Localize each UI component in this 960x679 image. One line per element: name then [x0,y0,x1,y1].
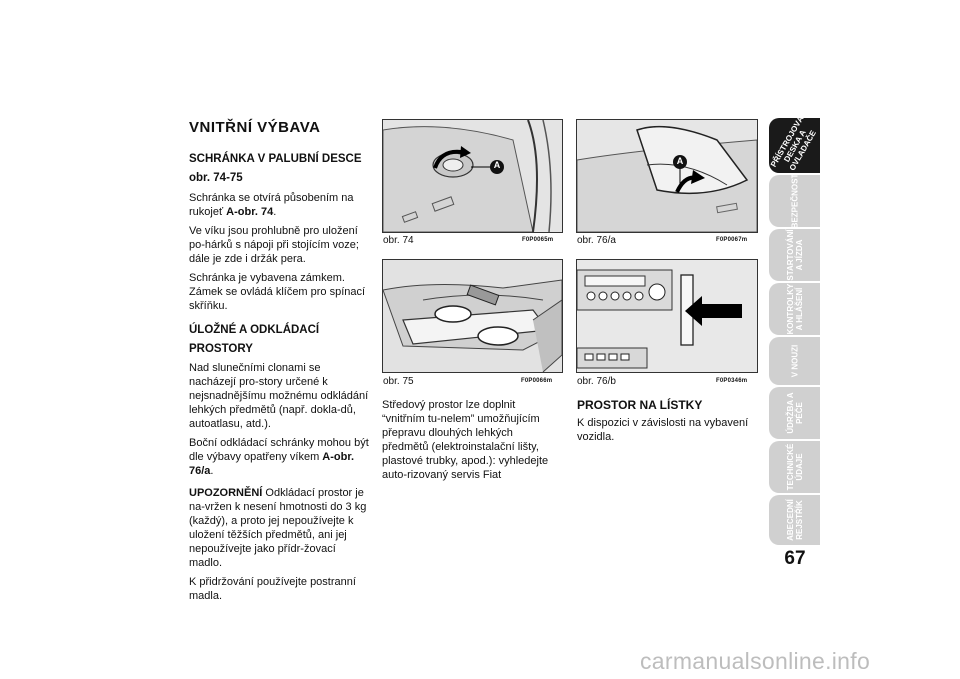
tab-index[interactable] [769,495,820,545]
glovebox-paragraph-1 [189,191,369,219]
tab-label: ABECEDNÍ REJSTŘÍK [785,499,804,541]
tab-warnings[interactable] [769,283,820,335]
column-middle [382,398,561,487]
figure-76a-image [576,119,758,233]
warning-label: UPOZORNĚNÍ [189,487,263,499]
text-span: Boční odkládací schránky mohou být dle výbavy opatřeny víkem [189,437,369,463]
figure-75-code: F0P0066m [521,378,553,384]
door-pocket-illustration [577,120,757,232]
center-console-illustration [383,260,562,372]
ticket-holder-illustration [577,260,757,372]
text-span: Schránka se otvírá působením na rukojeť [189,192,354,218]
tab-instrument-panel[interactable] [768,113,820,173]
glovebox-handle-illustration [383,120,562,232]
tab-label: KONTROLKY A HLÁŠENÍ [785,283,804,335]
text-span: . [273,206,277,218]
tab-technical-data[interactable] [769,441,820,493]
tab-label: STARTOVÁNÍ A JÍZDA [785,229,804,281]
figure-74-caption: obr. 74 [383,235,414,246]
figure-76b-code: F0P0346m [716,378,748,384]
storage-paragraph-2 [189,436,369,478]
ticket-paragraph: K dispozici v závislosti na vybavení vozidla. [577,417,749,443]
tab-starting-driving[interactable] [769,229,820,281]
storage-heading-1: ÚLOŽNÉ A ODKLÁDACÍ [189,324,320,336]
watermark-text: carmanualsonline.info [640,648,871,674]
tab-label: TECHNICKÉ ÚDAJE [785,443,804,491]
figure-reference: A-obr. 74 [226,206,274,218]
storage-heading-2: PROSTORY [189,343,253,355]
storage-paragraph-1: Nad slunečními clonami se nacházejí pro-story určené k nejsnadnějšímu možnému odkládání lehkých předmětů (např. dokla-dů, autoatlasu, atd.). [189,362,369,430]
tab-label: PŘÍSTROJOVÁ DESKA A OVLADAČE [768,113,818,172]
storage-paragraph-3: K přidržování používejte postranní madla. [189,576,356,602]
glovebox-paragraph-3: Schránka je vybavena zámkem. Zámek se ovládá klíčem pro spínací skříňku. [189,272,366,312]
figure-76a-caption: obr. 76/a [577,235,616,246]
glovebox-heading: SCHRÁNKA V PALUBNÍ DESCE [189,153,362,165]
figure-reference: A-obr. 76/a [189,451,355,477]
tab-safety[interactable] [769,175,820,227]
tab-emergency[interactable] [769,337,820,385]
figure-76a-code: F0P0067m [716,237,748,243]
tab-label: ÚDRŽBA A PÉČE [785,392,804,434]
text-span: . [210,465,214,477]
glovebox-ref: obr. 74-75 [189,172,243,184]
page-title: VNITŘNÍ VÝBAVA [189,119,321,136]
figure-74-code: F0P0065m [522,237,554,243]
column-right [577,398,757,449]
marker-a-label: A [493,160,501,170]
tab-label: BEZPEČNOST [790,173,799,229]
figure-74-image [382,119,563,233]
figure-75-caption: obr. 75 [383,376,414,387]
warning-paragraph [189,486,369,570]
column-left [189,152,369,608]
figure-75-image [382,259,563,373]
figure-76b-image [576,259,758,373]
ticket-heading: PROSTOR NA LÍSTKY [577,398,703,412]
figure-76b-caption: obr. 76/b [577,376,616,387]
glovebox-paragraph-2: Ve víku jsou prohlubně pro uložení po-hárků s nápoji při stojícím voze; dále je zde i držák pera. [189,225,359,265]
warning-text: Odkládací prostor je na-vržen k nesení hmotnosti do 3 kg (každý), a proto jej nepoužívejte k uložení těžších předmětů, ani jej nepoužívejte jako přídr-žovací madlo. [189,487,367,569]
marker-a-label: A [676,156,684,166]
page-number: 67 [784,548,806,569]
tab-maintenance[interactable] [769,387,820,439]
tab-label: V NOUZI [790,344,799,378]
tunnel-paragraph: Středový prostor lze doplnit “vnitřním tu-nelem” umožňujícím přepravu dlouhých lehkých předmětů (elektroinstalační lišty, plastové trubky, apod.): vyhledejte auto-rizovaný servis Fiat [382,399,549,481]
